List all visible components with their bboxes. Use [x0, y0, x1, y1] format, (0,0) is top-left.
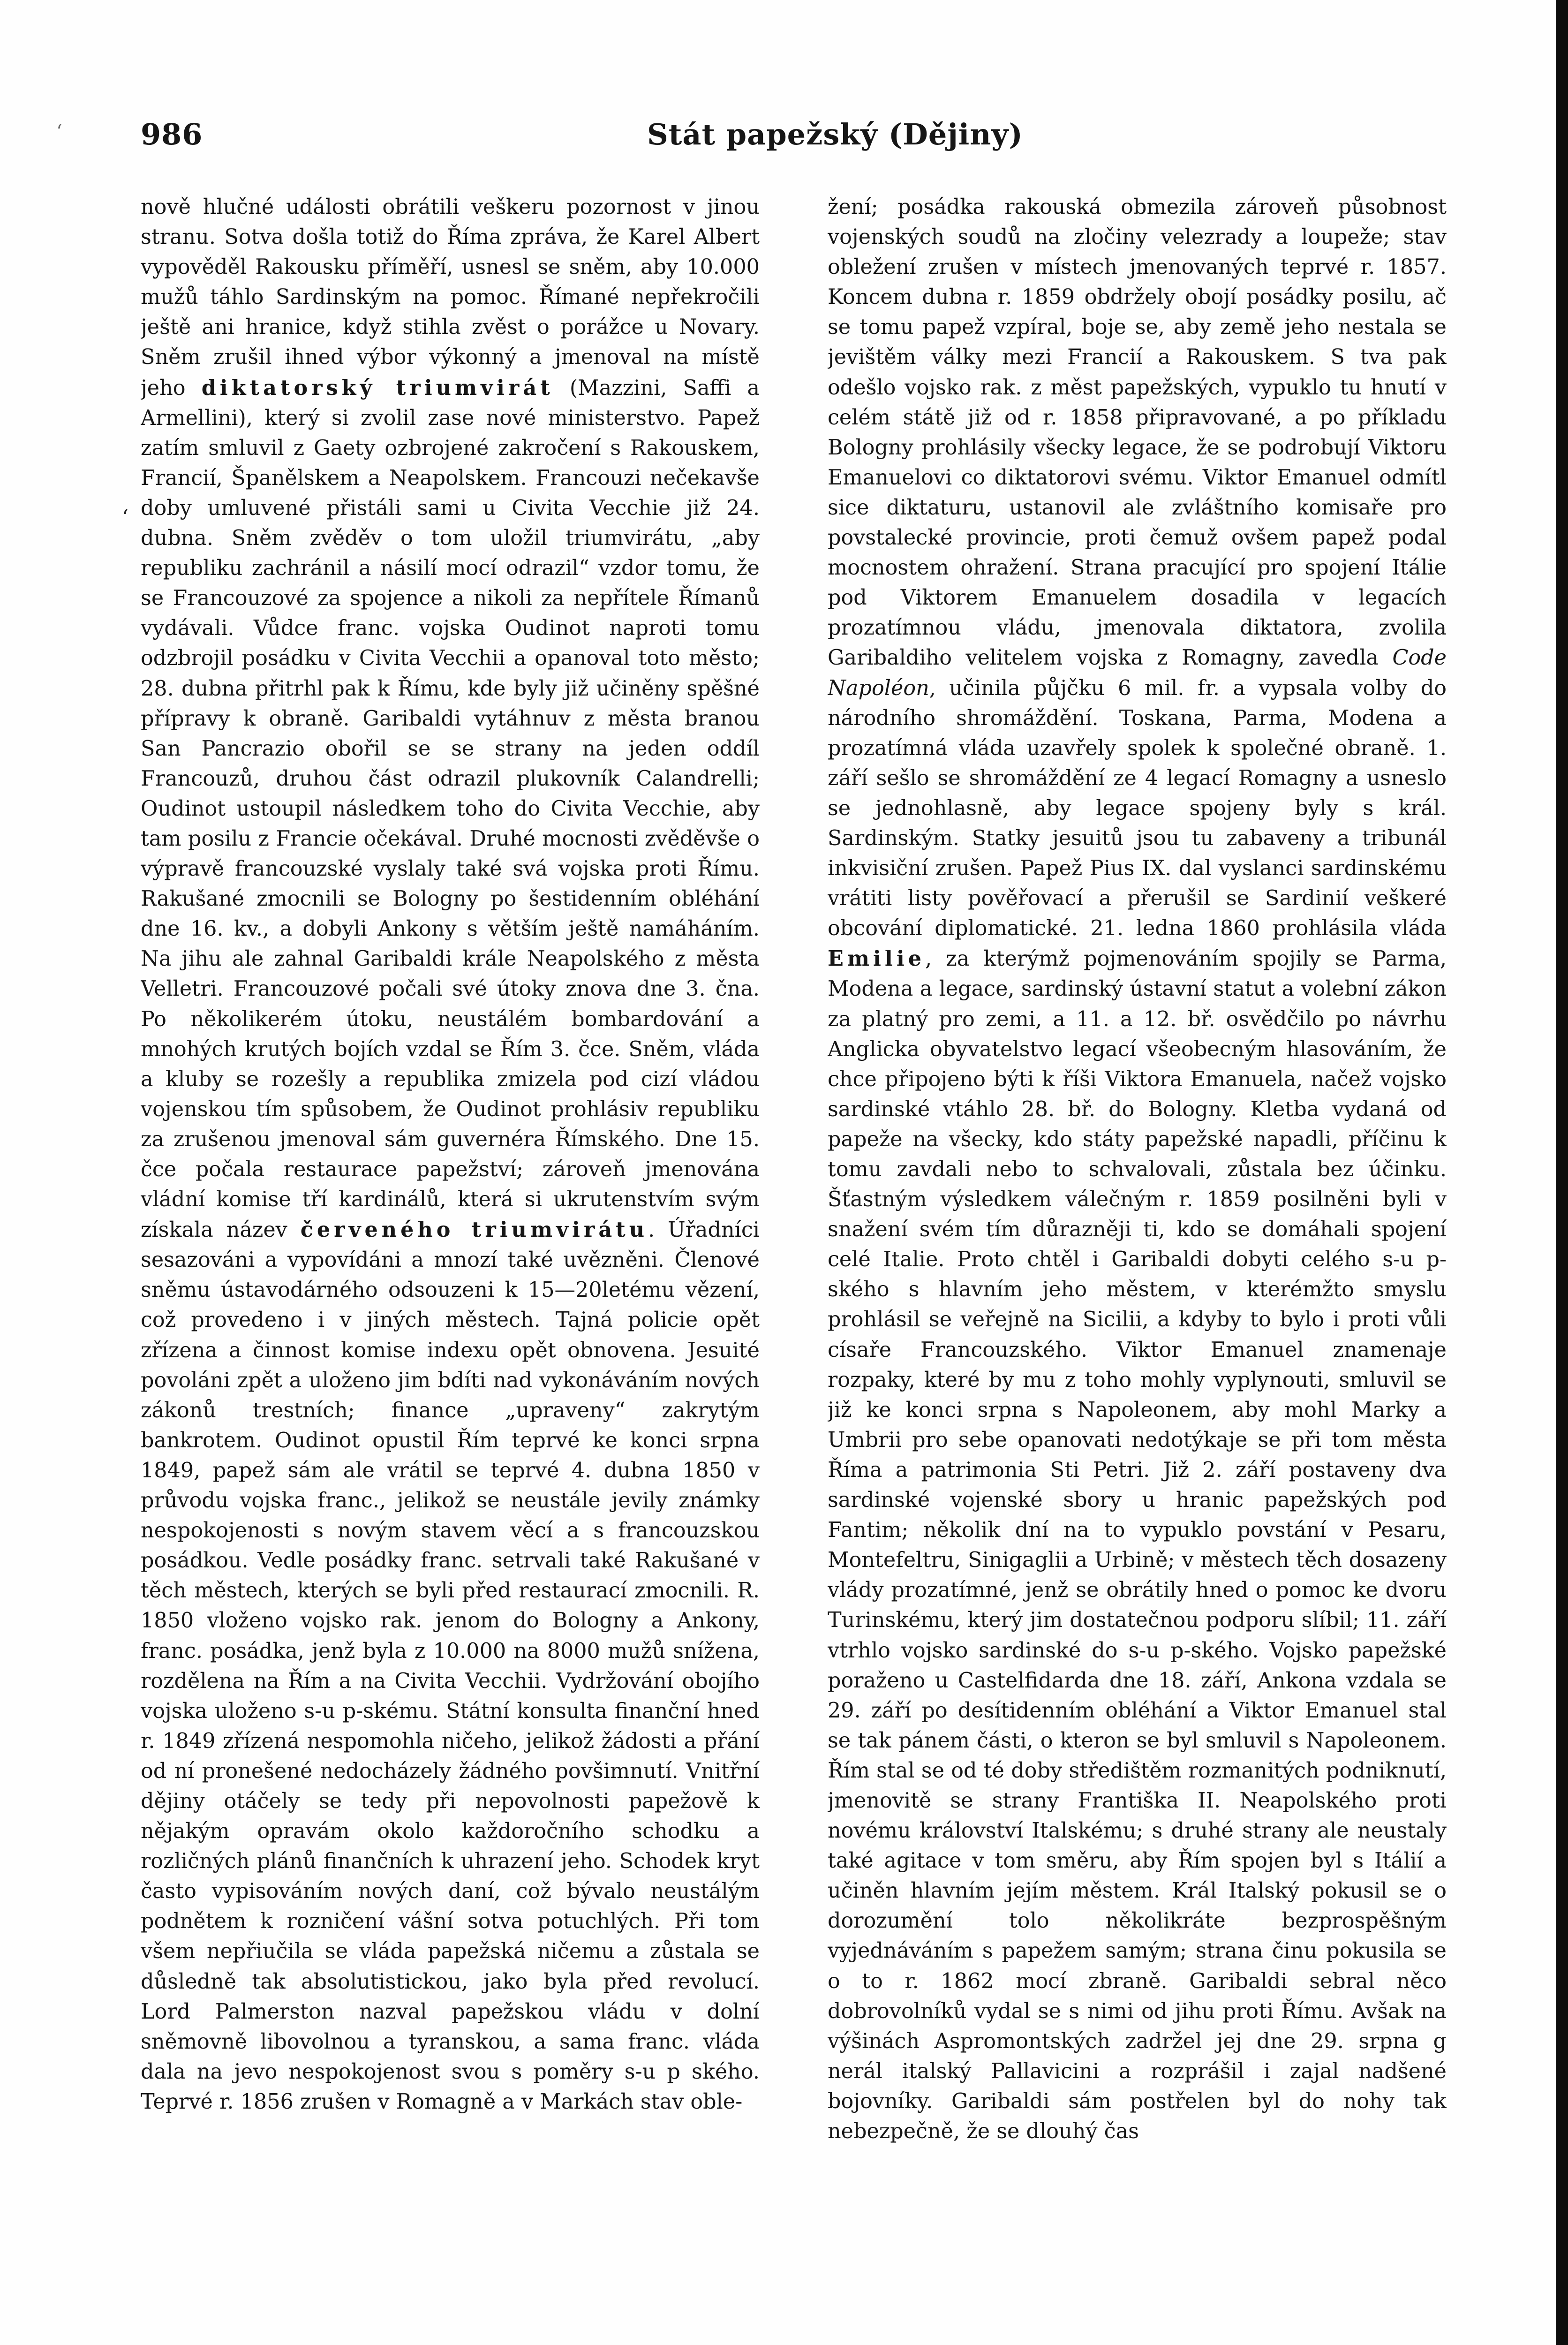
- paragraph-text: . Úřadníci sesazováni a vypovídáni a mnozí také uvězněni. Členové sněmu ústavodárného odsouzeni k 15—20letému vězení, což provedeno i v jiných městech. Tajná policie opět zřízena a činnost komise indexu opět obnovena. Jesuité povoláni zpět a uloženo jim bdíti nad vykonáváním nových zákonů trestních; finance „upraveny“ zakrytým bankrotem. Oudinot opustil Řím teprvé ke konci srpna 1849, papež sám ale vrátil se teprvé 4. dubna 1850 v průvodu vojska franc., jelikož se neustále jevily známky nespokojenosti s novým stavem věcí a s francouzskou posádkou. Vedle posádky franc. setrvali také Rakušané v těch městech, kterých se byli před restaurací zmocnili. R. 1850 vloženo vojsko rak. jenom do Bologny a Ankony, franc. posádka, jenž byla z 10.000 na 8000 mužů snížena, rozdělena na Řím a na Civita Vecchii. Vydržování obojího vojska uloženo s-u p-skému. Státní konsulta finanční hned r. 1849 zřízená nespomohla ničeho, jelikož žádosti a přání od ní pronešené nedocházely žádného povšimnutí. Vnitřní dějiny otáčely se tedy při nepovolnosti papežově k nějakým opravám okolo každoročního schodku a rozličných plánů finančních k uhrazení jeho. Schodek kryt často vypisováním nových daní, což bývalo neustálým podnětem k rozničení vášní sotva potuchlých. Při tom všem nepřiučila se vláda papežská ničemu a zůstala se důsledně tak absolutistickou, jako byla před revolucí. Lord Palmerston nazval papežskou vládu v dolní sněmovně libovolnou a tyranskou, a sama franc. vláda dala na jevo nespokojenost svou s poměry s-u p ského. Teprvé r. 1856 zrušen v Romagně a v Markách stav oble-: [141, 1218, 760, 2114]
- emphasis-text: Emilie: [828, 946, 926, 971]
- paragraph-text: , učinila půjčku 6 mil. fr. a vypsala volby do národního shromáždění. Toskana, Parma, Modena a prozatímná vláda uzavřely spolek k společné obraně. 1. září sešlo se shromáždění ze 4 legací Romagny a usneslo se jednohlasně, aby legace spojeny byly s král. Sardinským. Statky jesuitů jsou tu zabaveny a tribunál inkvisiční zrušen. Papež Pius IX. dal vyslanci sardinskému vrátiti listy pověřovací a přerušil se Sardinií veškeré obcování diplomatické. 21. ledna 1860 prohlásila vláda: [828, 676, 1447, 941]
- paragraph: [828, 192, 1447, 2147]
- emphasis-text: červeného triumvirátu: [300, 1218, 648, 1242]
- paragraph-text: žení; posádka rakouská obmezila zároveň působnost vojenských soudů na zločiny velezrady a loupeže; stav obležení zrušen v místech jmenovaných teprvé r. 1857. Koncem dubna r. 1859 obdržely obojí posádky posilu, ač se tomu papež vzpíral, boje se, aby země jeho nestala se jevištěm války mezi Francií a Rakouskem. S tva pak odešlo vojsko rak. z měst papežských, vypuklo tu hnutí v celém státě již od r. 1858 připravované, a po příkladu Bologny prohlásily všecky legace, že se podrobují Viktoru Emanuelovi co diktatorovi svému. Viktor Emanuel odmítl sice diktaturu, ustanovil ale zvláštního komisaře pro povstalecké provincie, proti čemuž ovšem papež podal mocnostem ohražení. Strana pracující pro spojení Itálie pod Viktorem Emanuelem dosadila v legacích prozatímnou vládu, jmenovala diktatora, zvolila Garibaldiho velitelem vojska z Romagny, zavedla: [828, 195, 1447, 670]
- paragraph: [141, 192, 760, 2117]
- margin-mark: ʻ: [56, 121, 62, 143]
- scan-edge: [1556, 0, 1568, 2345]
- left-column: [141, 192, 760, 2312]
- paragraph-text: (Mazzini, Saffi a Armellini), který si zvolil zase nové ministerstvo. Papež zatím smluvil z Gaety ozbrojené zakročení s Rakouskem, Francií, Španělskem a Neapolskem. Francouzi nečekavše doby umluvené přistáli sami u Civita Vecchie již 24. dubna. Sněm zvěděv o tom uložil triumvirátu, „aby republiku zachránil a násilí mocí odrazil“ vzdor tomu, že se Francouzové za spojence a nikoli za nepřítele Římanů vydávali. Vůdce franc. vojska Oudinot naproti tomu odzbrojil posádku v Civita Vecchii a opanoval toto město; 28. dubna přitrhl pak k Římu, kde byly již učiněny spěšné přípravy k obraně. Garibaldi vytáhnuv z města branou San Pancrazio obořil se se strany na jeden oddíl Francouzů, druhou část odrazil plukovník Calandrelli; Oudinot ustoupil následkem toho do Civita Vecchie, aby tam posilu z Francie očekával. Druhé mocnosti zvěděvše o výpravě francouzské vyslaly také svá vojska proti Římu. Rakušané zmocnili se Bologny po šestidenním obléhání dne 16. kv., a dobyli Ankony s větším ještě namáháním. Na jihu ale zahnal Garibaldi krále Neapolského z města Velletri. Francouzové počali své útoky znova dne 3. čna. Po několikerém útoku, neustálém bombardování a mnohých krutých bojích vzdal se Řím 3. čce. Sněm, vláda a kluby se rozešly a republika zmizela pod cizí vládou vojenskou tím spůsobem, že Oudinot prohlásiv republiku za zrušenou jmenoval sám guvernéra Římského. Dne 15. čce počala restaurace papežství; zároveň jmenována vládní komise tří kardinálů, která si ukrutenstvím svým získala název: [141, 376, 760, 1242]
- paragraph-text: , za kterýmž pojmenováním spojily se Parma, Modena a legace, sardinský ústavní statut a volební zákon za platný pro zemi, a 11. a 12. bř. osvědčilo po návrhu Anglicka obyvatelstvo legací všeobecným hlasováním, že chce připojeno býti k říši Viktora Emanuela, načež vojsko sardinské vtáhlo 28. bř. do Bologny. Kletba vydaná od papeže na všecky, kdo státy papežské napadli, příčinu k tomu zavdali nebo to schvalovali, zůstala bez účinku. Šťastným výsledkem válečným r. 1859 posilněni byli v snažení svém tím důrazněji ti, kdo se domáhali spojení celé Italie. Proto chtěl i Garibaldi dobyti celého s-u p-ského s hlavním jeho městem, v kterémžto smyslu prohlásil se veřejně na Sicilii, a kdyby to bylo i proti vůli císaře Francouzského. Viktor Emanuel znamenaje rozpaky, které by mu z toho mohly vyplynouti, smluvil se již ke konci srpna s Napoleonem, aby mohl Marky a Umbrii pro sebe opanovati nedotýkaje se při tom města Říma a patrimonia Sti Petri. Již 2. září postaveny dva sardinské vojenské sbory u hranic papežských pod Fantim; několik dní na to vypuklo povstání v Pesaru, Montefeltru, Sinigaglii a Urbině; v městech těch dosazeny vlády prozatímné, jenž se obrátily hned o pomoc ke dvoru Turinskému, který jim dostatečnou podporu slíbil; 11. září vtrhlo vojsko sardinské do s-u p-ského. Vojsko papežské poraženo u Castelfidarda dne 18. září, Ankona vzdala se 29. září po desítidenním obléhání a Viktor Emanuel stal se tak pánem části, o kteron se byl smluvil s Napoleonem. Řím stal se od té doby středištěm rozmanitých podniknutí, jmenovitě se strany Františka II. Neapolského proti novému království Italskému; s druhé strany ale neustaly také agitace v tom směru, aby Řím spojen byl s Itálií a učiněn hlavním jejím městem. Král Italský pokusil se o dorozumění tolo několikráte bezprospěšným vyjednáváním s papežem samým; strana činu pokusila se o to r. 1862 mocí zbraně. Garibaldi sebral něco dobrovolníků vydal se s nimi od jihu proti Římu. Avšak na výšinách Aspromontských zadržel jej dne 29. srpna g nerál italský Pallavicini a rozprášil i zajal nadšené bojovníky. Garibaldi sám postřelen byl do nohy tak nebezpečně, že se dlouhý čas: [828, 947, 1447, 2143]
- emphasis-text: diktatorský triumvirát: [201, 375, 554, 400]
- margin-mark: ʻ: [122, 506, 128, 530]
- page-title: Stát papežský (Dějiny): [647, 117, 1023, 151]
- page-number: 986: [141, 117, 203, 151]
- italic-text: Code Napoléon: [828, 646, 1447, 700]
- right-column: [828, 192, 1447, 2312]
- paragraph-text: nově hlučné události obrátili veškeru pozornost v jinou stranu. Sotva došla totiž do Říma zpráva, že Karel Albert vypověděl Rakousku příměří, usnesl se sněm, aby 10.000 mužů táhlo Sardinským na pomoc. Římané nepřekročili ještě ani hranice, když stihla zvěst o porážce u Novary. Sněm zrušil ihned výbor výkonný a jmenoval na místě jeho: [141, 195, 760, 400]
- page-header: [141, 117, 1482, 174]
